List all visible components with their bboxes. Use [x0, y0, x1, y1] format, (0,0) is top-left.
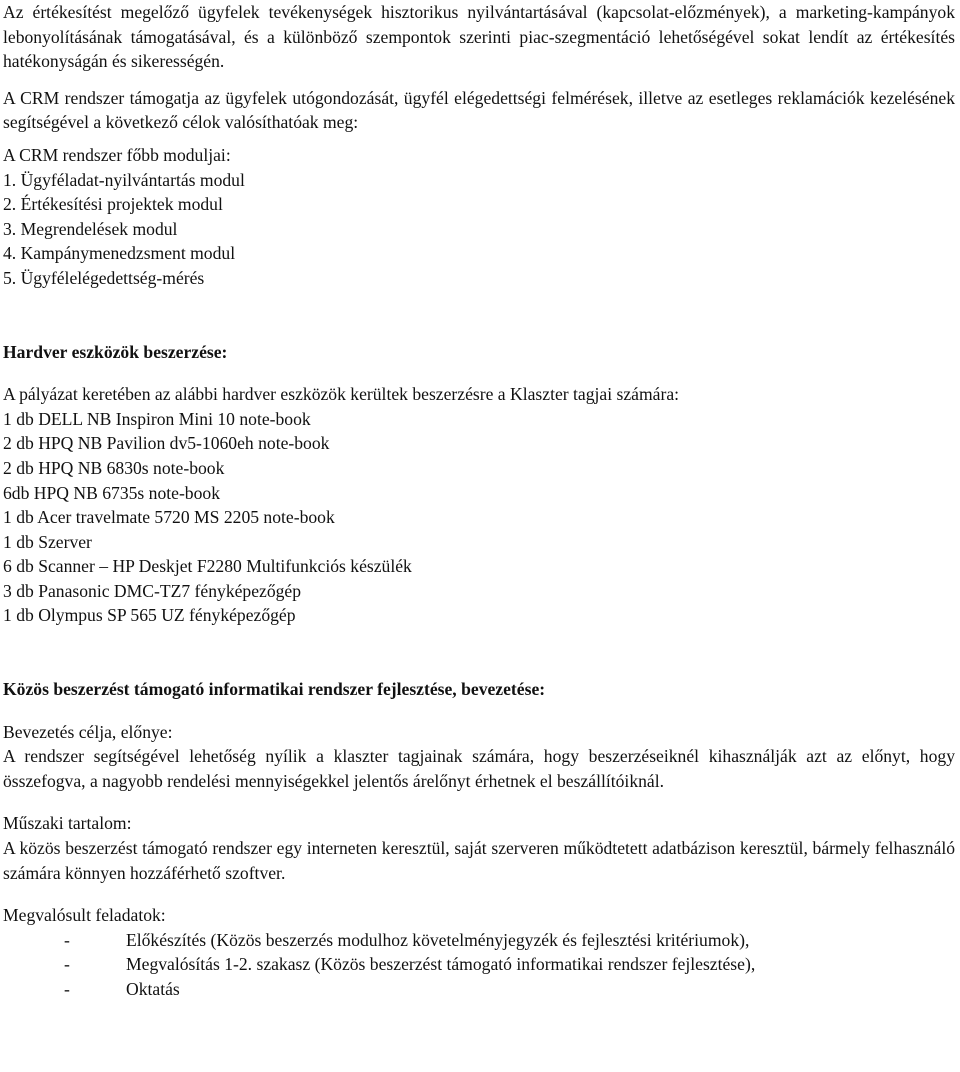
tasks-label: Megvalósult feladatok:	[3, 905, 166, 926]
hardware-item: 2 db HPQ NB 6830s note-book	[3, 457, 225, 478]
procurement-heading: Közös beszerzést támogató informatikai rendszer fejlesztése, bevezetése:	[3, 679, 546, 700]
task-text: Megvalósítás 1-2. szakasz (Közös beszerzést támogató informatikai rendszer fejlesztése),	[126, 954, 756, 975]
intro-paragraph-2: A CRM rendszer támogatja az ügyfelek utógondozását, ügyfél elégedettségi felmérések, illetve az esetleges reklamációk kezelésének segítségével a következő célok valósíthatóak meg:	[3, 87, 955, 133]
module-item: 2. Értékesítési projektek modul	[3, 194, 223, 215]
hardware-item: 2 db HPQ NB Pavilion dv5-1060eh note-book	[3, 433, 330, 454]
dash-marker: -	[64, 954, 70, 975]
hardware-item: 1 db DELL NB Inspiron Mini 10 note-book	[3, 408, 311, 429]
hardware-item: 1 db Acer travelmate 5720 MS 2205 note-book	[3, 507, 335, 528]
tech-label: Műszaki tartalom:	[3, 813, 132, 834]
modules-title: A CRM rendszer főbb moduljai:	[3, 144, 231, 165]
dash-marker: -	[64, 979, 70, 999]
intro-paragraph-1: Az értékesítést megelőző ügyfelek tevékenységek hisztorikus nyilvántartásával (kapcsolat-előzmények), a marketing-kampányok lebonyolításának támogatásával, és a különböző szempontok szerinti piac-szegmentáció lehetőségével sokat lendít az értékesítés hatékonyságán és sikerességén.	[3, 2, 955, 72]
goal-label: Bevezetés célja, előnye:	[3, 721, 173, 742]
hardware-heading: Hardver eszközök beszerzése:	[3, 341, 228, 362]
task-item	[3, 952, 955, 977]
goal-text: A rendszer segítségével lehetőség nyílik a klaszter tagjainak számára, hogy beszerzéseiknél kihasználják azt az előnyt, hogy összefogva, a nagyobb rendelési mennyiségekkel jelentős árelőnyt érhetnek el beszállítóiknál.	[3, 746, 955, 791]
document-page	[3, 0, 955, 1002]
task-item	[3, 928, 955, 953]
module-item: 4. Kampánymenedzsment modul	[3, 243, 236, 264]
hardware-item: 1 db Olympus SP 565 UZ fényképezőgép	[3, 605, 296, 626]
hardware-item: 1 db Szerver	[3, 531, 92, 552]
hardware-intro: A pályázat keretében az alábbi hardver eszközök kerültek beszerzésre a Klaszter tagjai számára:	[3, 384, 680, 405]
task-item	[3, 977, 955, 1002]
dash-marker: -	[64, 929, 70, 950]
module-item: 5. Ügyfélelégedettség-mérés	[3, 267, 205, 288]
hardware-item: 6db HPQ NB 6735s note-book	[3, 482, 220, 503]
hardware-item: 6 db Scanner – HP Deskjet F2280 Multifunkciós készülék	[3, 556, 412, 577]
task-text: Előkészítés (Közös beszerzés modulhoz követelményjegyzék és fejlesztési kritériumok),	[126, 929, 750, 950]
tech-text: A közös beszerzést támogató rendszer egy interneten keresztül, saját szerveren működtetett adatbázison keresztül, bármely felhasználó számára könnyen hozzáférhető szoftver.	[3, 838, 955, 883]
module-item: 3. Megrendelések modul	[3, 218, 178, 239]
module-item: 1. Ügyféladat-nyilvántartás modul	[3, 169, 245, 190]
hardware-item: 3 db Panasonic DMC-TZ7 fényképezőgép	[3, 580, 302, 601]
task-text: Oktatás	[126, 979, 180, 999]
